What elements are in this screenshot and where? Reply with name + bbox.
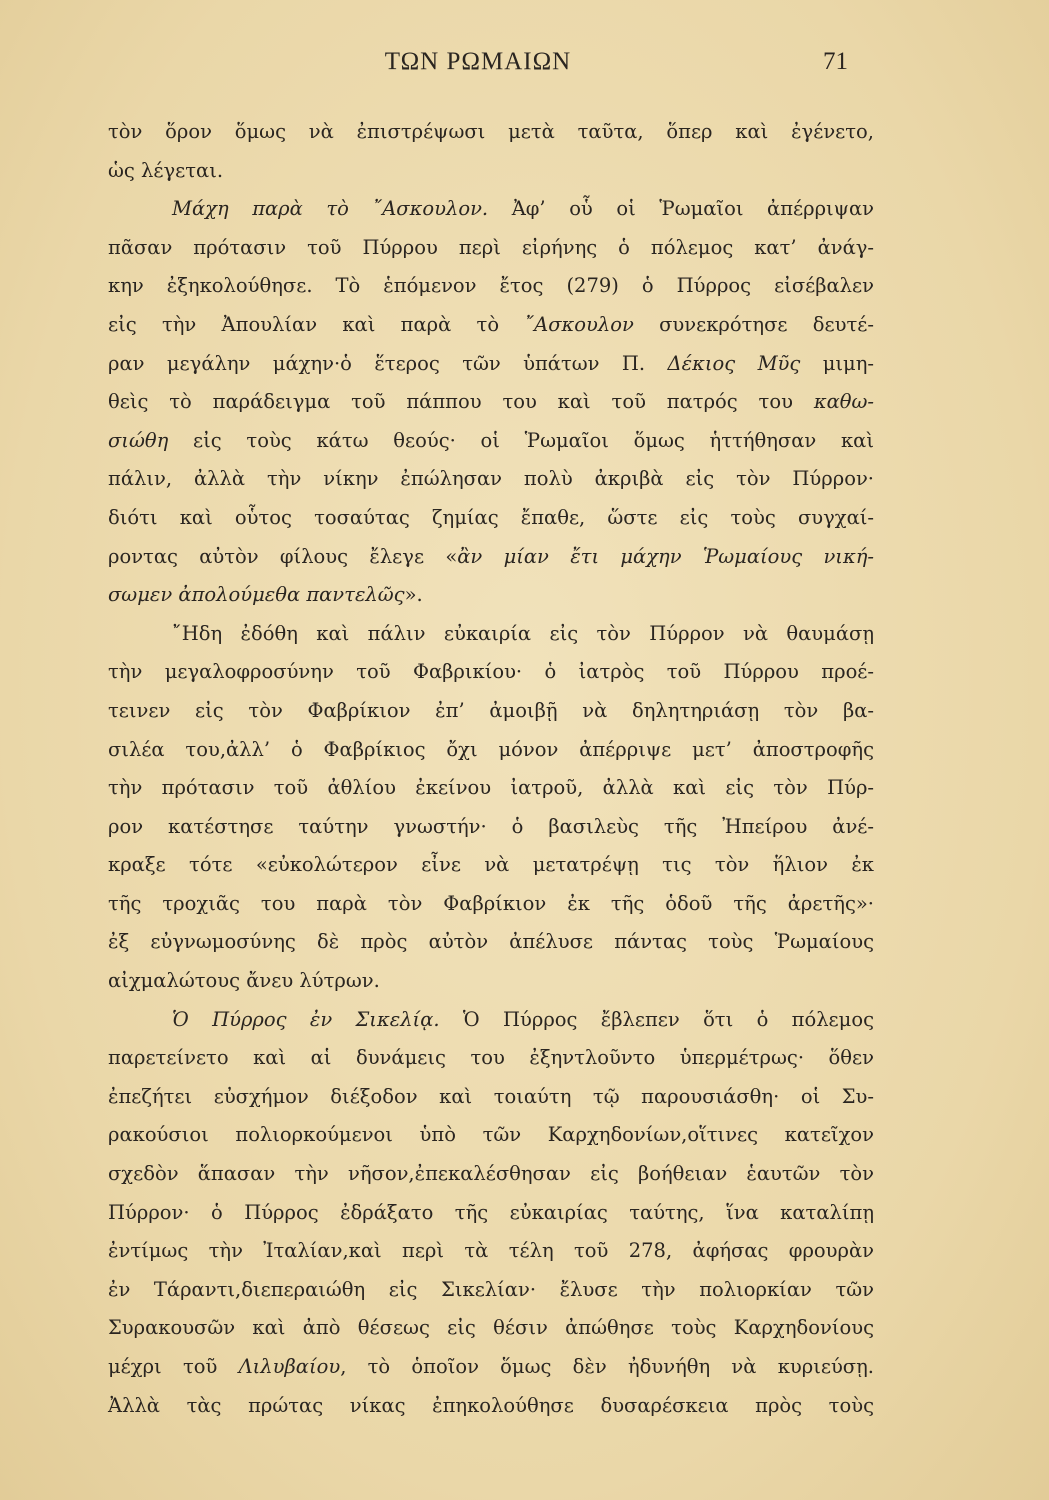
text-line <box>108 1232 874 1271</box>
text-segment: σιλέα του,ἀλλ’ ὁ Φαβρίκιος ὄχι μόνον ἀπέρριψε μετ’ ἀποστροφῆς <box>108 737 874 761</box>
text-segment: αἰχμαλώτους ἄνευ λύτρων. <box>108 969 380 993</box>
text-segment: τὴν πρότασιν τοῦ ἀθλίου ἐκείνου ἰατροῦ, ἀλλὰ καὶ εἰς τὸν Πύρ- <box>108 776 874 800</box>
text-segment: τεινεν εἰς τὸν Φαβρίκιον ἐπ’ ἀμοιβῇ νὰ δηλητηριάσῃ τὸν βα- <box>108 698 874 722</box>
text-segment: Πύρρον· ὁ Πύρρος ἐδράξατο τῆς εὐκαιρίας ταύτης, ἵνα καταλίπῃ <box>108 1200 874 1224</box>
italic-text: Ὁ Πύρρος ἐν Σικελίᾳ. <box>172 1007 440 1031</box>
italic-text: σιώθη <box>108 428 169 452</box>
text-segment: τὸν ὅρον ὅμως νὰ ἐπιστρέψωσι μετὰ ταῦτα, ὅπερ καὶ ἐγένετο, <box>108 120 874 143</box>
text-segment: πάλιν, ἀλλὰ τὴν νίκην ἐπώλησαν πολὺ ἀκριβὰ εἰς τὸν Πύρρον· <box>108 467 874 491</box>
italic-text: Μάχη παρὰ τὸ ῎Ασκουλον. <box>172 197 489 221</box>
text-segment: συνεκρότησε δευτέ- <box>633 312 874 336</box>
text-segment: ρακούσιοι πολιορκούμενοι ὑπὸ τῶν Καρχηδονίων,οἵτινες κατεῖχον <box>108 1123 874 1147</box>
text-segment: μέχρι τοῦ <box>108 1355 239 1378</box>
italic-text: Δέκιος Μῦς <box>667 351 801 375</box>
text-line <box>108 499 874 538</box>
text-segment: ἐν Τάραντι,διεπεραιώθη εἰς Σικελίαν· ἔλυσε τὴν πολιορκίαν τῶν <box>108 1277 874 1301</box>
text-segment: , τὸ ὁποῖον ὅμως δὲν ἠδυνήθη νὰ κυριεύσῃ. <box>340 1355 874 1378</box>
italic-text: ἂν μίαν ἔτι μάχην Ῥωμαίους νική- <box>457 544 874 568</box>
text-line <box>108 885 874 924</box>
text-segment: εἰς τοὺς κάτω θεούς· οἱ Ῥωμαῖοι ὅμως ἡττήθησαν καὶ <box>168 428 874 452</box>
text-segment: ». <box>404 583 423 607</box>
text-line <box>108 692 874 731</box>
text-segment: διότι καὶ οὗτος τοσαύτας ζημίας ἔπαθε, ὥστε εἰς τοὺς συγχαί- <box>108 505 874 529</box>
running-title: ΤΩΝ ΡΩΜΑΙΩΝ <box>384 48 572 75</box>
text-line <box>108 113 874 152</box>
text-line <box>108 731 874 770</box>
text-segment: κην ἐξηκολούθησε. Τὸ ἑπόμενον ἔτος (279) ὁ Πύρρος εἰσέβαλεν <box>108 274 874 298</box>
text-segment: ροντας αὐτὸν φίλους ἔλεγε « <box>108 544 458 568</box>
text-segment: τὴν μεγαλοφροσύνην τοῦ Φαβρικίου· ὁ ἰατρὸς τοῦ Πύρρου προέ- <box>108 660 874 684</box>
text-segment: Ἀλλὰ τὰς πρώτας νίκας ἐπηκολούθησε δυσαρέσκεια πρὸς τοὺς <box>108 1393 874 1417</box>
text-line <box>108 808 874 847</box>
text-line <box>108 383 874 422</box>
text-line <box>108 769 874 808</box>
text-line <box>108 615 874 654</box>
running-header <box>108 48 848 88</box>
text-line <box>108 1039 874 1078</box>
body-text <box>108 113 874 1425</box>
text-segment: κραξε τότε «εὐκολώτερον εἶνε νὰ μετατρέψῃ τις τὸν ἥλιον ἐκ <box>108 853 874 877</box>
italic-text: ῎Ασκουλον <box>524 312 634 336</box>
text-segment: ἐντίμως τὴν Ἰταλίαν,καὶ περὶ τὰ τέλη τοῦ 278, ἀφήσας φρουρὰν <box>108 1239 874 1263</box>
text-segment: πᾶσαν πρότασιν τοῦ Πύρρου περὶ εἰρήνης ὁ πόλεμος κατ’ ἀνάγ- <box>108 235 874 259</box>
text-line <box>108 1116 874 1155</box>
text-line <box>108 422 874 461</box>
text-segment: Ὁ Πύρρος ἔβλεπεν ὅτι ὁ πόλεμος <box>439 1007 874 1031</box>
text-line <box>108 345 874 384</box>
italic-text: σωμεν ἀπολούμεθα παντελῶς <box>108 583 405 607</box>
text-line <box>108 1309 874 1348</box>
text-line <box>108 1078 874 1117</box>
text-segment: παρετείνετο καὶ αἱ δυνάμεις του ἐξηντλοῦντο ὑπερμέτρως· ὅθεν <box>108 1046 874 1070</box>
text-line <box>108 962 874 1001</box>
text-line <box>108 267 874 306</box>
text-line <box>108 576 874 615</box>
text-line <box>108 460 874 499</box>
page-number: 71 <box>823 48 848 75</box>
text-segment: ρον κατέστησε ταύτην γνωστήν· ὁ βασιλεὺς τῆς Ἠπείρου ἀνέ- <box>108 814 874 838</box>
text-segment: εἰς τὴν Ἀπουλίαν καὶ παρὰ τὸ <box>108 312 525 336</box>
italic-text: καθω- <box>813 390 874 414</box>
text-segment: ὡς λέγεται. <box>108 158 224 182</box>
text-segment: Συρακουσῶν καὶ ἀπὸ θέσεως εἰς θέσιν ἀπώθησε τοὺς Καρχηδονίους <box>108 1316 874 1340</box>
text-line <box>108 1001 874 1040</box>
text-line <box>108 152 874 191</box>
italic-text: Λιλυβαίου <box>238 1355 341 1378</box>
text-line <box>108 846 874 885</box>
text-segment: ἐπεζήτει εὐσχήμον διέξοδον καὶ τοιαύτη τῷ παρουσιάσθη· οἱ Συ- <box>108 1084 874 1108</box>
text-segment: τῆς τροχιᾶς του παρὰ τὸν Φαβρίκιον ἐκ τῆς ὁδοῦ τῆς ἀρετῆς»· <box>108 891 874 915</box>
text-line <box>108 1155 874 1194</box>
text-segment: ραν μεγάλην μάχην·ὁ ἕτερος τῶν ὑπάτων Π. <box>108 351 668 375</box>
text-segment: θεὶς τὸ παράδειγμα τοῦ πάππου του καὶ τοῦ πατρός του <box>108 390 814 414</box>
text-segment: μιμη- <box>800 351 874 375</box>
text-line <box>108 1387 874 1426</box>
text-line <box>108 1194 874 1233</box>
text-line <box>108 653 874 692</box>
text-segment: ῎Ηδη ἐδόθη καὶ πάλιν εὐκαιρία εἰς τὸν Πύρρον νὰ θαυμάσῃ <box>172 621 874 645</box>
text-line <box>108 538 874 577</box>
text-segment: σχεδὸν ἅπασαν τὴν νῆσον,ἐπεκαλέσθησαν εἰς βοήθειαν ἑαυτῶν τὸν <box>108 1162 874 1186</box>
text-line <box>108 1348 874 1387</box>
text-line <box>108 229 874 268</box>
text-line <box>108 306 874 345</box>
text-segment: Ἀφ’ οὗ οἱ Ῥωμαῖοι ἀπέρριψαν <box>488 197 874 221</box>
text-line <box>108 1271 874 1310</box>
text-line <box>108 190 874 229</box>
text-line <box>108 923 874 962</box>
text-segment: ἐξ εὐγνωμοσύνης δὲ πρὸς αὐτὸν ἀπέλυσε πάντας τοὺς Ῥωμαίους <box>108 930 874 954</box>
